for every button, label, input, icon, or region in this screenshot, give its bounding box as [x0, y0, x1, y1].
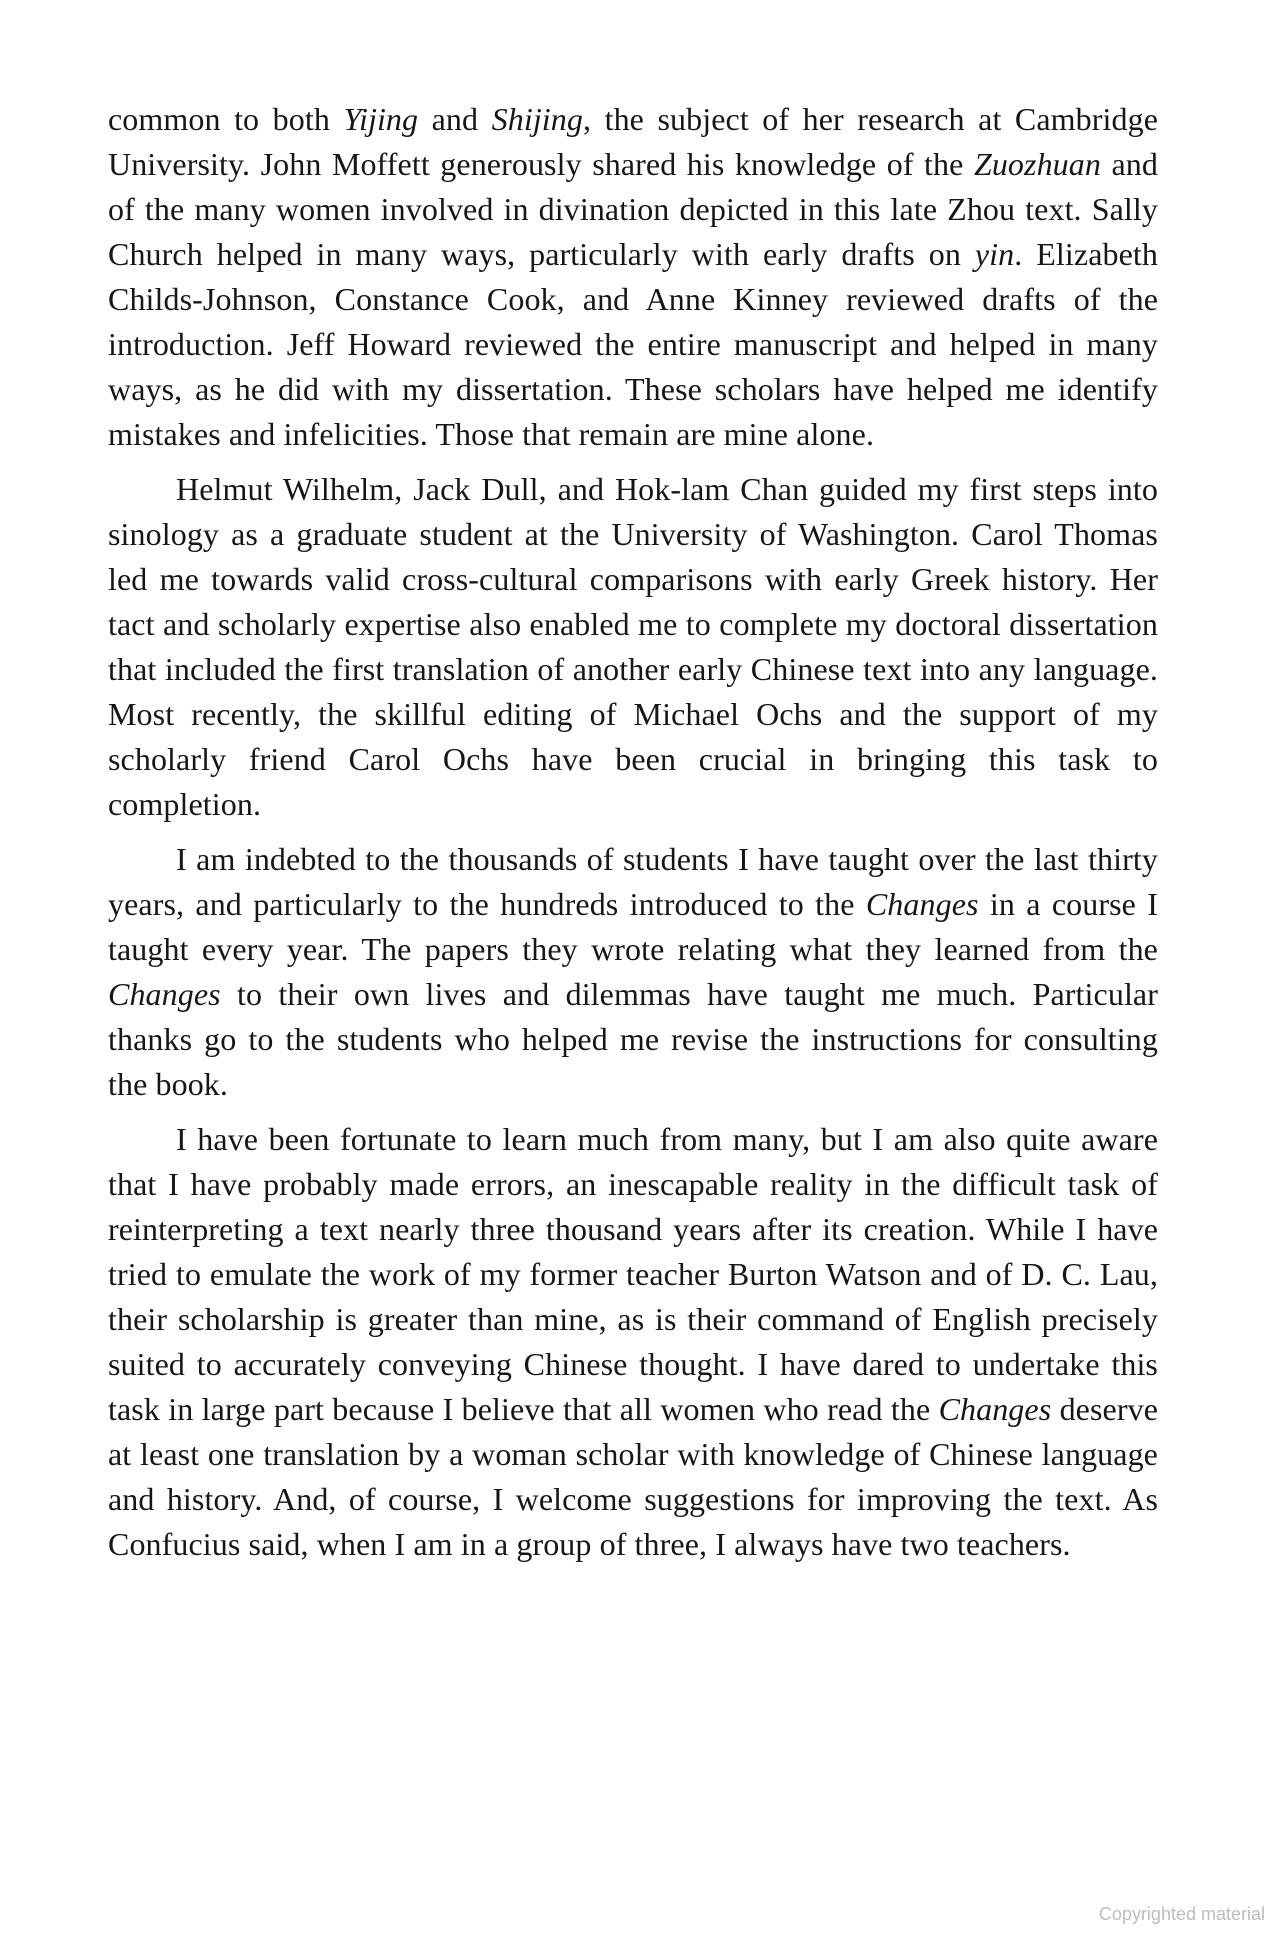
- italic-text-run: yin: [974, 236, 1015, 272]
- italic-text-run: Changes: [938, 1391, 1052, 1427]
- page-text: [108, 97, 1158, 1567]
- italic-text-run: Shijing: [491, 101, 583, 137]
- text-run: Helmut Wilhelm, Jack Dull, and Hok-lam Chan guided my first steps into sinology as a graduate student at the University of Washington. Carol Thomas led me towards valid cross-cultural comparisons with early Greek history. Her tact and scholarly expertise also enabled me to complete my doctoral dissertation that included the first translation of another early Chinese text into any language. Most recently, the skillful editing of Michael Ochs and the support of my scholarly friend Carol Ochs have been crucial in bringing this task to completion.: [108, 471, 1158, 822]
- text-run: I am indebted to the thousands of students I have taught over the last thirty years, and particularly to the hundreds introduced to the: [108, 841, 1158, 922]
- italic-text-run: Changes: [108, 976, 221, 1012]
- text-run: and: [418, 101, 492, 137]
- paragraph: [108, 1117, 1158, 1567]
- text-run: I have been fortunate to learn much from many, but I am also quite aware that I have probably made errors, an inescapable reality in the difficult task of reinterpreting a text nearly three thousand years after its creation. While I have tried to emulate the work of my former teacher Burton Watson and of D. C. Lau, their scholarship is greater than mine, as is their command of English precisely suited to accurately conveying Chinese thought. I have dared to undertake this task in large part because I believe that all women who read the: [108, 1121, 1158, 1427]
- paragraph: [108, 97, 1158, 457]
- italic-text-run: Changes: [865, 886, 979, 922]
- text-run: , the subject of her research at Cambridge University. John Moffett generously shared his knowledge of the: [108, 101, 1159, 182]
- text-run: to their own lives and dilemmas have taught me much. Particular thanks go to the students who helped me revise the instructions for consulting the book.: [108, 976, 1158, 1102]
- text-run: and of the many women involved in divination depicted in this late Zhou text. Sally Church helped in many ways, particularly with early drafts on: [108, 146, 1158, 272]
- text-run: common to both: [108, 101, 344, 137]
- italic-text-run: Zuozhuan: [973, 146, 1101, 182]
- paragraph: [108, 467, 1158, 827]
- text-run: . Elizabeth Childs-Johnson, Constance Cook, and Anne Kinney reviewed drafts of the introduction. Jeff Howard reviewed the entire manuscript and helped in many ways, as he did with my dissertation. These scholars have helped me identify mistakes and infelicities. Those that remain are mine alone.: [108, 236, 1158, 452]
- italic-text-run: Yijing: [343, 101, 419, 137]
- paragraph: [108, 837, 1158, 1107]
- text-run: in a course I taught every year. The papers they wrote relating what they learned from the: [108, 886, 1158, 967]
- text-run: deserve at least one translation by a woman scholar with knowledge of Chinese language and history. And, of course, I welcome suggestions for improving the text. As Confucius said, when I am in a group of three, I always have two teachers.: [108, 1391, 1158, 1562]
- copyright-watermark: Copyrighted material: [1098, 1904, 1265, 1924]
